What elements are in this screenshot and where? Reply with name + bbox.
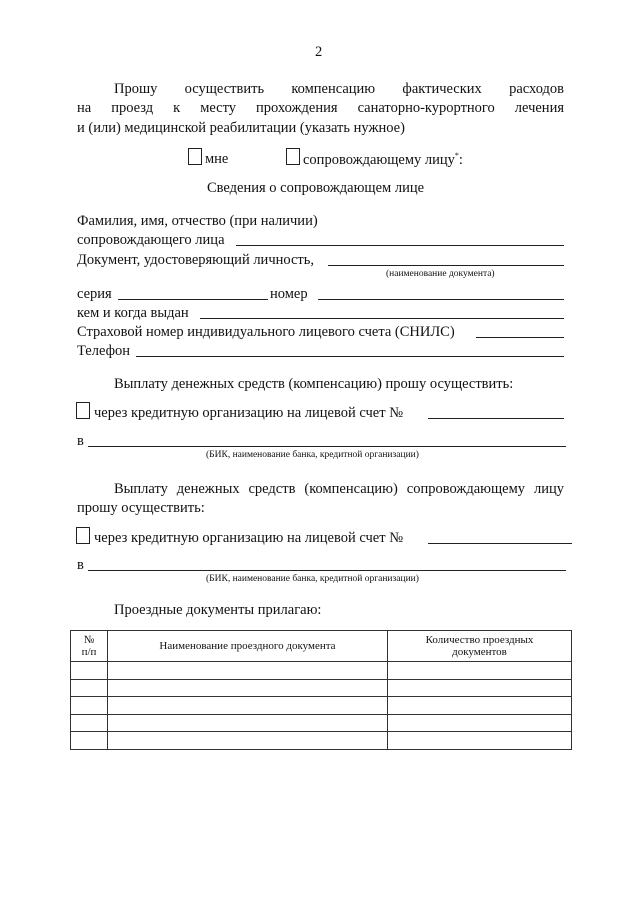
request-line-3: и (или) медицинской реабилитации (указать нужное) <box>77 120 405 136</box>
table-cell[interactable] <box>71 732 108 750</box>
payment-self-account-field[interactable] <box>428 418 564 419</box>
table-cell[interactable] <box>108 697 388 715</box>
heading-word: лицу <box>533 481 564 497</box>
heading-word: средств <box>248 481 296 497</box>
request-word: Прошу <box>114 81 158 97</box>
me-checkbox[interactable] <box>188 148 202 165</box>
table-cell[interactable] <box>71 662 108 680</box>
payment-companion-in-label: в <box>77 557 84 573</box>
phone-field[interactable] <box>136 356 564 357</box>
payment-self-bank-field[interactable] <box>88 446 566 447</box>
table-cell[interactable] <box>388 732 572 750</box>
table-row <box>71 714 572 732</box>
table-header-row <box>71 631 572 662</box>
payment-companion-checkbox[interactable] <box>76 527 90 544</box>
companion-label-text: сопровождающему лицу <box>303 151 455 168</box>
payment-companion-heading-line-1 <box>114 482 564 497</box>
payment-self-checkbox[interactable] <box>76 402 90 419</box>
footnote-mark: * <box>454 151 459 160</box>
fio-label-line-1: Фамилия, имя, отчество (при наличии) <box>77 213 318 229</box>
heading-word: денежных <box>176 481 240 497</box>
documents-table <box>70 630 572 750</box>
table-cell[interactable] <box>108 662 388 680</box>
snils-label: Страховой номер индивидуального лицевого счета (СНИЛС) <box>77 324 455 340</box>
document-hint: (наименование документа) <box>386 269 495 279</box>
table-row <box>71 697 572 715</box>
column-header-number <box>71 631 108 662</box>
request-line-2 <box>77 101 564 116</box>
request-line-1 <box>114 82 564 97</box>
table-cell[interactable] <box>108 714 388 732</box>
table-cell[interactable] <box>388 662 572 680</box>
table-cell[interactable] <box>108 732 388 750</box>
documents-heading: Проездные документы прилагаю: <box>114 602 322 618</box>
heading-word: Выплату <box>114 481 168 497</box>
table-cell[interactable] <box>71 697 108 715</box>
payment-self-option-label: через кредитную организацию на лицевой счет № <box>94 405 404 421</box>
table-row <box>71 662 572 680</box>
table-cell[interactable] <box>388 714 572 732</box>
request-word: прохождения <box>256 100 338 116</box>
request-word: расходов <box>509 81 564 97</box>
payment-self-in-label: в <box>77 433 84 449</box>
column-header-document-name: Наименование проездного документа <box>108 631 388 662</box>
table-row <box>71 732 572 750</box>
issued-label: кем и когда выдан <box>77 305 189 321</box>
document-label: Документ, удостоверяющий личность, <box>77 252 314 268</box>
request-word: компенсацию <box>291 81 376 97</box>
payment-self-bank-hint: (БИК, наименование банка, кредитной организации) <box>206 450 419 460</box>
companion-section-heading: Сведения о сопровождающем лице <box>207 180 425 196</box>
request-word: осуществить <box>184 81 265 97</box>
number-field[interactable] <box>318 299 564 300</box>
companion-label <box>303 152 463 167</box>
request-word: месту <box>200 100 237 116</box>
heading-word: (компенсацию) <box>304 481 398 497</box>
request-word: лечения <box>514 100 564 116</box>
document-field[interactable] <box>328 265 564 266</box>
companion-label-colon: : <box>458 151 463 168</box>
table-row <box>71 679 572 697</box>
heading-word: сопровождающему <box>406 481 526 497</box>
request-word: фактических <box>402 81 482 97</box>
payment-companion-heading-line-2: прошу осуществить: <box>77 500 205 516</box>
column-header-number-line-1: № <box>83 633 95 646</box>
page-number: 2 <box>315 44 323 60</box>
companion-checkbox[interactable] <box>286 148 300 165</box>
request-word: проезд <box>111 100 154 116</box>
request-word: санаторно-курортного <box>357 100 495 116</box>
table-cell[interactable] <box>71 714 108 732</box>
table-cell[interactable] <box>71 679 108 697</box>
payment-companion-bank-hint: (БИК, наименование банка, кредитной организации) <box>206 574 419 584</box>
payment-companion-option-label: через кредитную организацию на лицевой счет № <box>94 530 404 546</box>
column-header-count-line-1: Количество проездных <box>425 633 534 646</box>
payment-companion-account-field[interactable] <box>428 543 572 544</box>
table-cell[interactable] <box>108 679 388 697</box>
series-label: серия <box>77 286 112 302</box>
phone-label: Телефон <box>77 343 130 359</box>
column-header-count-line-2: документов <box>452 646 507 658</box>
payment-self-heading: Выплату денежных средств (компенсацию) прошу осуществить: <box>114 376 514 392</box>
payment-companion-bank-field[interactable] <box>88 570 566 571</box>
fio-field[interactable] <box>236 245 564 246</box>
column-header-document-count <box>388 631 572 662</box>
table-cell[interactable] <box>388 697 572 715</box>
number-label: номер <box>270 286 308 302</box>
issued-field[interactable] <box>200 318 564 319</box>
column-header-number-line-2: п/п <box>81 646 97 658</box>
request-word: к <box>173 100 181 116</box>
me-label: мне <box>205 151 229 167</box>
snils-field[interactable] <box>476 337 564 338</box>
series-field[interactable] <box>118 299 268 300</box>
request-word: на <box>77 100 92 116</box>
fio-label-line-2: сопровождающего лица <box>77 232 225 248</box>
table-cell[interactable] <box>388 679 572 697</box>
